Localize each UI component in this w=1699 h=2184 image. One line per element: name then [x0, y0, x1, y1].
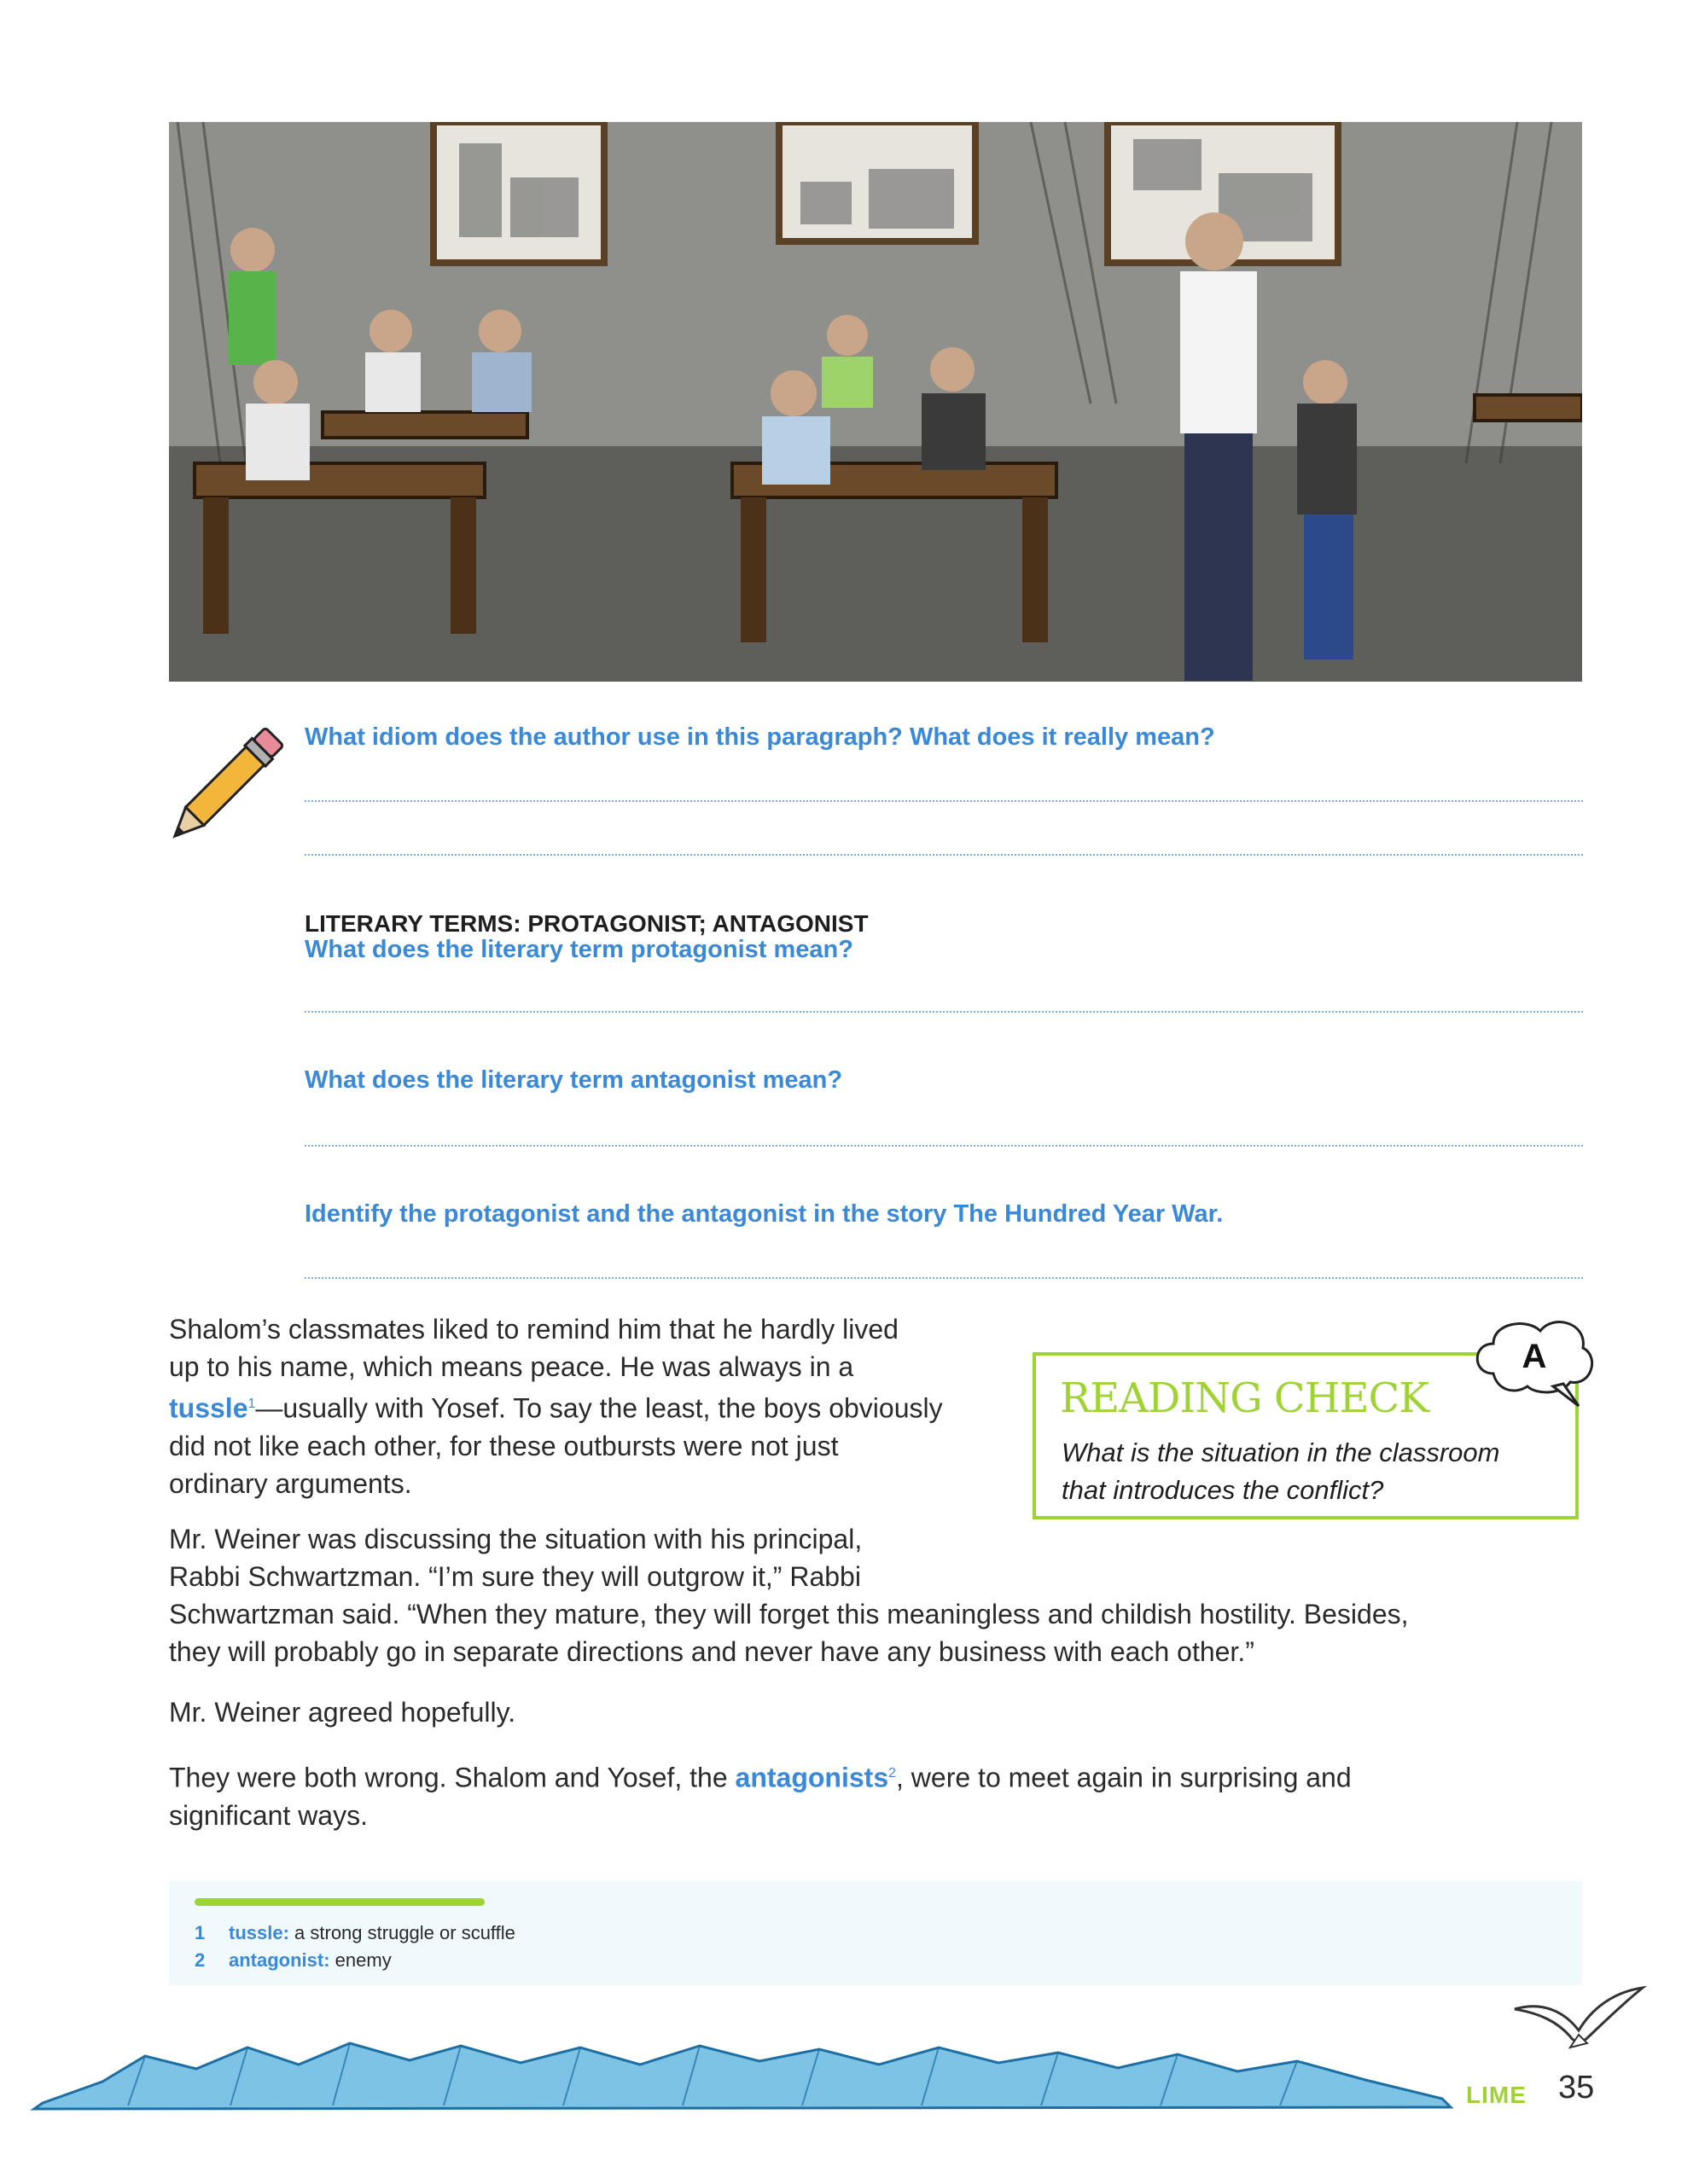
answer-line[interactable] [305, 854, 1583, 856]
footnote-ref[interactable]: 1 [247, 1397, 256, 1411]
footnote-item [195, 1949, 392, 1972]
story-paragraph-2 [169, 1520, 1409, 1670]
footnote-number: 1 [195, 1922, 206, 1943]
answer-line[interactable] [305, 800, 1583, 802]
footnote-term: antagonist: [229, 1949, 330, 1971]
text-segment: , were to meet again in surprising and [896, 1762, 1352, 1793]
page-number: 35 [1558, 2070, 1595, 2106]
question-idiom: What idiom does the author use in this paragraph? What does it really mean? [305, 723, 1215, 751]
vocab-tussle[interactable]: tussle [169, 1392, 248, 1424]
story-paragraph-3: Mr. Weiner agreed hopefully. [169, 1697, 516, 1728]
answer-line[interactable] [305, 1277, 1583, 1279]
text-line: up to his name, which means peace. He was always in a [169, 1351, 854, 1382]
text-line: ordinary arguments. [169, 1467, 412, 1499]
footnote-ref[interactable]: 2 [888, 1766, 897, 1780]
text-line: Shalom’s classmates liked to remind him that he hardly lived [169, 1314, 899, 1345]
reading-check-title: READING CHECK [1060, 1374, 1429, 1422]
footnote-definition: enemy [329, 1949, 392, 1971]
pencil-icon [162, 721, 290, 849]
badge-letter: A [1522, 1338, 1547, 1375]
speech-bubble-badge [1468, 1314, 1596, 1408]
text-line: they will probably go in separate directions and never have any business with each other.” [169, 1636, 1254, 1667]
text-line: Schwartzman said. “When they mature, they will forget this meaningless and childish hostility. Besides, [169, 1599, 1409, 1629]
footnotes-panel [169, 1881, 1582, 1985]
reading-check-question: What is the situation in the classroom that introduces the conflict? [1062, 1438, 1500, 1505]
footnote-definition: a strong struggle or scuffle [288, 1922, 515, 1943]
text-line: Rabbi Schwartzman. “I’m sure they will outgrow it,” Rabbi [169, 1561, 861, 1592]
answer-line[interactable] [305, 1011, 1583, 1013]
answer-line[interactable] [305, 1145, 1583, 1147]
text-segment: —usually with Yosef. To say the least, the boys obviously [255, 1392, 943, 1424]
question-identify: Identify the protagonist and the antagonist in the story The Hundred Year War. [305, 1200, 1224, 1228]
story-paragraph-4 [169, 1755, 1352, 1834]
vocab-antagonists[interactable]: antagonists [735, 1762, 889, 1793]
story-paragraph-1 [169, 1310, 943, 1502]
text-line [169, 1385, 943, 1427]
footnote-item [195, 1922, 515, 1944]
literary-terms-heading: LITERARY TERMS: PROTAGONIST; ANTAGONIST [305, 910, 869, 937]
footnote-number: 2 [195, 1949, 206, 1971]
footnote-term: tussle: [229, 1922, 289, 1943]
text-line [169, 1755, 1352, 1797]
question-antagonist: What does the literary term antagonist mean? [305, 1066, 843, 1094]
text-line: did not like each other, for these outbursts were not just [169, 1430, 839, 1461]
text-line: Mr. Weiner was discussing the situation with his principal, [169, 1524, 863, 1554]
brand-label: LIME [1466, 2082, 1527, 2108]
seagull-icon [1510, 1984, 1647, 2060]
text-line: significant ways. [169, 1799, 368, 1831]
mountains-decoration [0, 2030, 1468, 2116]
text-segment: They were both wrong. Shalom and Yosef, the [169, 1762, 736, 1793]
classroom-illustration [169, 122, 1582, 682]
footnote-accent-bar [195, 1898, 485, 1906]
question-protagonist: What does the literary term protagonist mean? [305, 936, 853, 963]
